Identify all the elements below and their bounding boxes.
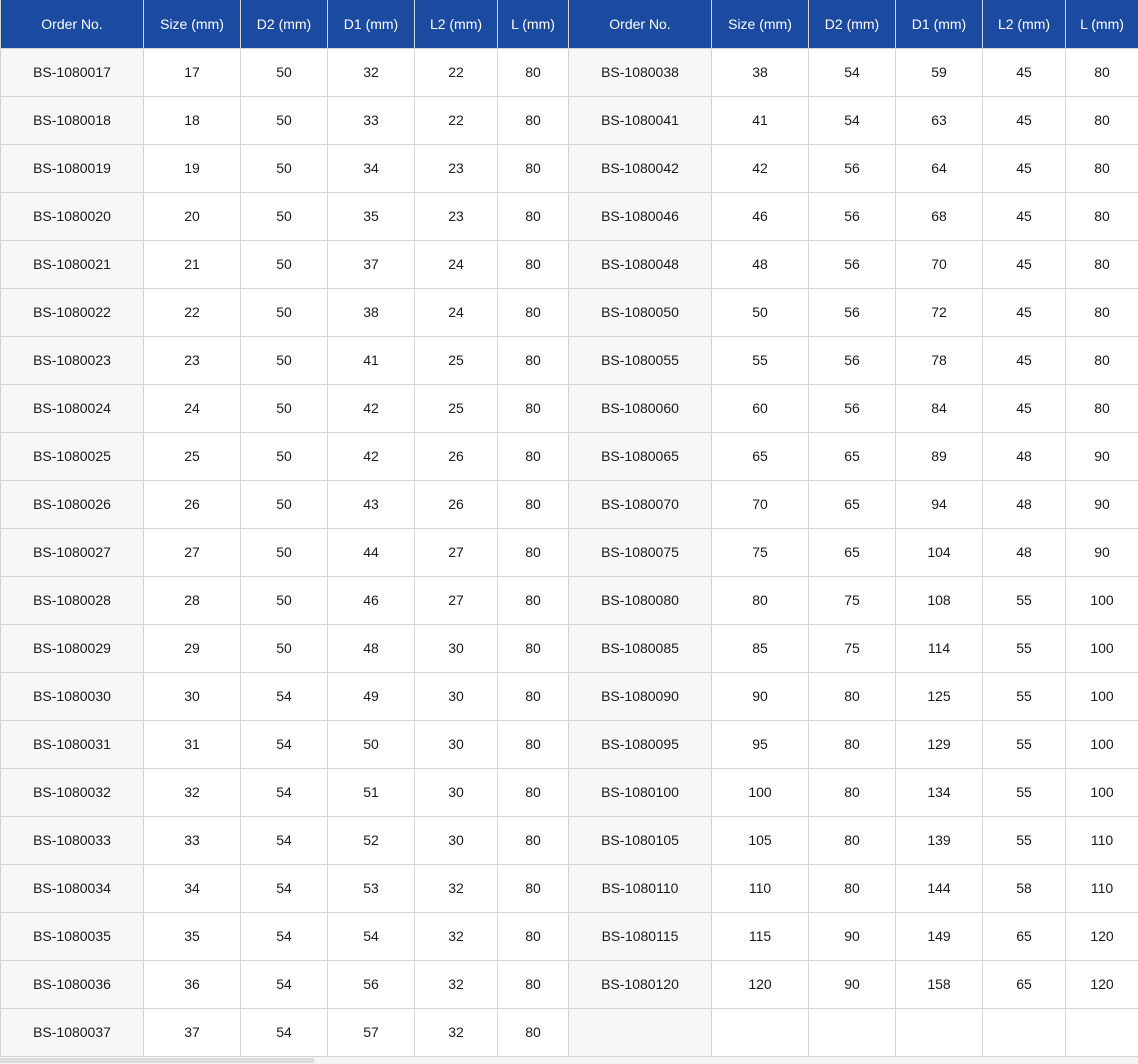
l-cell: 80 [498,864,569,912]
d1-cell: 70 [896,240,983,288]
l-cell: 80 [1066,96,1138,144]
d1-cell: 158 [896,960,983,1008]
table-row [1,432,1138,480]
header-l: L (mm) [1066,0,1138,48]
order-no-cell: BS-1080050 [569,288,712,336]
order-no-cell: BS-1080046 [569,192,712,240]
d2-cell: 65 [809,432,896,480]
l-cell [1066,1008,1138,1056]
d1-cell: 63 [896,96,983,144]
order-no-cell: BS-1080055 [569,336,712,384]
order-no-cell: BS-1080024 [1,384,144,432]
table-row [1,384,1138,432]
header-d1: D1 (mm) [328,0,415,48]
l2-cell [983,1008,1066,1056]
header-size: Size (mm) [712,0,809,48]
d1-cell: 89 [896,432,983,480]
l2-cell: 32 [415,1008,498,1056]
l-cell: 80 [498,624,569,672]
d2-cell: 50 [241,288,328,336]
l-cell: 110 [1066,816,1138,864]
d2-cell: 50 [241,96,328,144]
order-no-cell: BS-1080025 [1,432,144,480]
horizontal-scrollbar[interactable] [0,1057,1138,1064]
l-cell: 80 [498,912,569,960]
size-cell [712,1008,809,1056]
table-row [1,960,1138,1008]
d2-cell: 54 [241,768,328,816]
d1-cell: 68 [896,192,983,240]
d1-cell: 72 [896,288,983,336]
d1-cell: 37 [328,240,415,288]
size-cell: 24 [144,384,241,432]
size-cell: 27 [144,528,241,576]
order-no-cell: BS-1080019 [1,144,144,192]
l2-cell: 30 [415,720,498,768]
order-no-cell: BS-1080060 [569,384,712,432]
size-cell: 17 [144,48,241,96]
d1-cell: 125 [896,672,983,720]
size-cell: 30 [144,672,241,720]
header-d2: D2 (mm) [809,0,896,48]
l2-cell: 25 [415,336,498,384]
d1-cell: 41 [328,336,415,384]
d1-cell: 44 [328,528,415,576]
d2-cell: 90 [809,912,896,960]
d1-cell: 42 [328,432,415,480]
order-no-cell: BS-1080065 [569,432,712,480]
size-cell: 90 [712,672,809,720]
l-cell: 80 [498,144,569,192]
table-row [1,96,1138,144]
d1-cell: 104 [896,528,983,576]
l2-cell: 55 [983,672,1066,720]
header-size: Size (mm) [144,0,241,48]
d2-cell: 50 [241,48,328,96]
size-cell: 33 [144,816,241,864]
order-no-cell: BS-1080030 [1,672,144,720]
order-no-cell: BS-1080022 [1,288,144,336]
size-cell: 29 [144,624,241,672]
l2-cell: 58 [983,864,1066,912]
l-cell: 90 [1066,528,1138,576]
l-cell: 120 [1066,960,1138,1008]
table-row [1,336,1138,384]
d1-cell: 59 [896,48,983,96]
size-cell: 28 [144,576,241,624]
order-no-cell: BS-1080035 [1,912,144,960]
d2-cell: 54 [241,816,328,864]
d2-cell: 65 [809,528,896,576]
size-cell: 38 [712,48,809,96]
l2-cell: 55 [983,576,1066,624]
l-cell: 80 [498,384,569,432]
d2-cell: 90 [809,960,896,1008]
order-no-cell: BS-1080085 [569,624,712,672]
d1-cell: 34 [328,144,415,192]
l-cell: 80 [498,816,569,864]
size-cell: 75 [712,528,809,576]
table-row [1,144,1138,192]
l2-cell: 24 [415,288,498,336]
size-cell: 32 [144,768,241,816]
d2-cell: 54 [809,96,896,144]
d2-cell: 50 [241,576,328,624]
l-cell: 80 [498,1008,569,1056]
order-no-cell: BS-1080037 [1,1008,144,1056]
size-cell: 80 [712,576,809,624]
l-cell: 120 [1066,912,1138,960]
l-cell: 80 [1066,192,1138,240]
l2-cell: 30 [415,768,498,816]
order-no-cell: BS-1080100 [569,768,712,816]
d2-cell: 56 [809,384,896,432]
d1-cell [896,1008,983,1056]
d2-cell: 80 [809,816,896,864]
table-body [1,48,1138,1056]
order-no-cell: BS-1080021 [1,240,144,288]
l-cell: 80 [1066,48,1138,96]
d2-cell: 54 [241,960,328,1008]
table-row [1,816,1138,864]
d1-cell: 52 [328,816,415,864]
l-cell: 80 [498,672,569,720]
size-cell: 65 [712,432,809,480]
l-cell: 80 [498,768,569,816]
d2-cell: 50 [241,480,328,528]
size-cell: 41 [712,96,809,144]
size-cell: 19 [144,144,241,192]
l2-cell: 48 [983,528,1066,576]
size-cell: 60 [712,384,809,432]
order-no-cell: BS-1080095 [569,720,712,768]
l-cell: 80 [1066,288,1138,336]
order-no-cell: BS-1080031 [1,720,144,768]
d2-cell: 80 [809,672,896,720]
table-row [1,1008,1138,1056]
l2-cell: 45 [983,144,1066,192]
order-no-cell: BS-1080120 [569,960,712,1008]
l-cell: 80 [498,240,569,288]
l2-cell: 45 [983,48,1066,96]
d1-cell: 108 [896,576,983,624]
d1-cell: 42 [328,384,415,432]
d2-cell: 56 [809,288,896,336]
d1-cell: 32 [328,48,415,96]
order-no-cell: BS-1080023 [1,336,144,384]
order-no-cell: BS-1080090 [569,672,712,720]
l-cell: 80 [498,720,569,768]
d2-cell: 54 [809,48,896,96]
l2-cell: 45 [983,384,1066,432]
order-no-cell: BS-1080020 [1,192,144,240]
d2-cell: 50 [241,192,328,240]
l-cell: 100 [1066,720,1138,768]
header-d1: D1 (mm) [896,0,983,48]
l-cell: 80 [1066,144,1138,192]
table-row [1,528,1138,576]
l-cell: 80 [498,576,569,624]
table-row [1,576,1138,624]
order-no-cell: BS-1080028 [1,576,144,624]
order-no-cell: BS-1080034 [1,864,144,912]
d1-cell: 114 [896,624,983,672]
size-cell: 23 [144,336,241,384]
order-no-cell: BS-1080080 [569,576,712,624]
table-row [1,864,1138,912]
size-cell: 46 [712,192,809,240]
d1-cell: 49 [328,672,415,720]
l2-cell: 30 [415,816,498,864]
l2-cell: 65 [983,912,1066,960]
d1-cell: 64 [896,144,983,192]
size-cell: 18 [144,96,241,144]
l2-cell: 45 [983,240,1066,288]
d2-cell: 50 [241,384,328,432]
l-cell: 100 [1066,768,1138,816]
l2-cell: 55 [983,624,1066,672]
l-cell: 80 [498,336,569,384]
d2-cell: 50 [241,144,328,192]
l2-cell: 45 [983,288,1066,336]
size-cell: 34 [144,864,241,912]
d2-cell: 75 [809,624,896,672]
l2-cell: 55 [983,768,1066,816]
l2-cell: 30 [415,624,498,672]
d1-cell: 144 [896,864,983,912]
size-cell: 31 [144,720,241,768]
l-cell: 80 [498,288,569,336]
l2-cell: 27 [415,528,498,576]
order-no-cell: BS-1080075 [569,528,712,576]
table-row [1,288,1138,336]
l2-cell: 32 [415,864,498,912]
l2-cell: 32 [415,960,498,1008]
d2-cell: 54 [241,864,328,912]
l-cell: 80 [1066,384,1138,432]
size-cell: 21 [144,240,241,288]
order-no-cell: BS-1080036 [1,960,144,1008]
l-cell: 80 [498,528,569,576]
d1-cell: 35 [328,192,415,240]
l2-cell: 26 [415,480,498,528]
order-no-cell: BS-1080017 [1,48,144,96]
d2-cell: 56 [809,192,896,240]
d2-cell: 54 [241,1008,328,1056]
d1-cell: 84 [896,384,983,432]
order-no-cell: BS-1080029 [1,624,144,672]
header-order-no: Order No. [569,0,712,48]
l2-cell: 48 [983,480,1066,528]
table-row [1,480,1138,528]
l2-cell: 27 [415,576,498,624]
l2-cell: 25 [415,384,498,432]
size-cell: 48 [712,240,809,288]
d2-cell: 56 [809,240,896,288]
l-cell: 100 [1066,624,1138,672]
d2-cell: 50 [241,336,328,384]
size-cell: 110 [712,864,809,912]
l-cell: 80 [498,480,569,528]
table-row [1,48,1138,96]
l-cell: 80 [498,192,569,240]
d1-cell: 46 [328,576,415,624]
order-no-cell: BS-1080115 [569,912,712,960]
d1-cell: 134 [896,768,983,816]
d1-cell: 139 [896,816,983,864]
l-cell: 100 [1066,576,1138,624]
d1-cell: 54 [328,912,415,960]
size-cell: 36 [144,960,241,1008]
d1-cell: 78 [896,336,983,384]
d1-cell: 129 [896,720,983,768]
l2-cell: 23 [415,192,498,240]
d1-cell: 51 [328,768,415,816]
d2-cell [809,1008,896,1056]
d1-cell: 48 [328,624,415,672]
l2-cell: 55 [983,720,1066,768]
order-no-cell [569,1008,712,1056]
size-cell: 35 [144,912,241,960]
l2-cell: 45 [983,192,1066,240]
table-row [1,240,1138,288]
d1-cell: 57 [328,1008,415,1056]
l2-cell: 26 [415,432,498,480]
d1-cell: 56 [328,960,415,1008]
order-no-cell: BS-1080110 [569,864,712,912]
d2-cell: 56 [809,144,896,192]
d1-cell: 33 [328,96,415,144]
l2-cell: 48 [983,432,1066,480]
l2-cell: 65 [983,960,1066,1008]
size-cell: 37 [144,1008,241,1056]
size-cell: 95 [712,720,809,768]
d2-cell: 80 [809,864,896,912]
order-no-cell: BS-1080070 [569,480,712,528]
l-cell: 80 [1066,240,1138,288]
size-cell: 20 [144,192,241,240]
l-cell: 90 [1066,432,1138,480]
l2-cell: 45 [983,336,1066,384]
d2-cell: 75 [809,576,896,624]
size-cell: 22 [144,288,241,336]
size-cell: 120 [712,960,809,1008]
scrollbar-thumb[interactable] [0,1058,314,1063]
l-cell: 100 [1066,672,1138,720]
size-cell: 105 [712,816,809,864]
d2-cell: 54 [241,720,328,768]
d2-cell: 80 [809,768,896,816]
d2-cell: 65 [809,480,896,528]
d1-cell: 43 [328,480,415,528]
d2-cell: 56 [809,336,896,384]
l2-cell: 23 [415,144,498,192]
l-cell: 110 [1066,864,1138,912]
header-l2: L2 (mm) [983,0,1066,48]
order-no-cell: BS-1080041 [569,96,712,144]
order-no-cell: BS-1080032 [1,768,144,816]
order-no-cell: BS-1080033 [1,816,144,864]
l2-cell: 22 [415,96,498,144]
l-cell: 80 [498,96,569,144]
size-cell: 26 [144,480,241,528]
l2-cell: 22 [415,48,498,96]
order-no-cell: BS-1080105 [569,816,712,864]
header-order-no: Order No. [1,0,144,48]
order-no-cell: BS-1080026 [1,480,144,528]
order-no-cell: BS-1080038 [569,48,712,96]
size-cell: 85 [712,624,809,672]
size-cell: 100 [712,768,809,816]
l-cell: 90 [1066,480,1138,528]
table-row [1,912,1138,960]
l2-cell: 24 [415,240,498,288]
table-row [1,624,1138,672]
d2-cell: 50 [241,240,328,288]
size-cell: 115 [712,912,809,960]
table-header-row [1,0,1138,48]
header-d2: D2 (mm) [241,0,328,48]
d2-cell: 80 [809,720,896,768]
d2-cell: 50 [241,528,328,576]
table-row [1,192,1138,240]
d1-cell: 149 [896,912,983,960]
size-cell: 42 [712,144,809,192]
d2-cell: 54 [241,672,328,720]
order-no-cell: BS-1080042 [569,144,712,192]
order-no-cell: BS-1080027 [1,528,144,576]
table-row [1,720,1138,768]
table-row [1,768,1138,816]
l2-cell: 30 [415,672,498,720]
size-cell: 25 [144,432,241,480]
table-row [1,672,1138,720]
order-no-cell: BS-1080048 [569,240,712,288]
header-l2: L2 (mm) [415,0,498,48]
d2-cell: 50 [241,432,328,480]
l-cell: 80 [498,48,569,96]
l2-cell: 55 [983,816,1066,864]
l-cell: 80 [1066,336,1138,384]
size-cell: 70 [712,480,809,528]
header-l: L (mm) [498,0,569,48]
d2-cell: 50 [241,624,328,672]
order-no-cell: BS-1080018 [1,96,144,144]
d1-cell: 50 [328,720,415,768]
d1-cell: 94 [896,480,983,528]
l-cell: 80 [498,432,569,480]
size-cell: 55 [712,336,809,384]
size-cell: 50 [712,288,809,336]
l-cell: 80 [498,960,569,1008]
d1-cell: 38 [328,288,415,336]
l2-cell: 45 [983,96,1066,144]
d2-cell: 54 [241,912,328,960]
l2-cell: 32 [415,912,498,960]
d1-cell: 53 [328,864,415,912]
